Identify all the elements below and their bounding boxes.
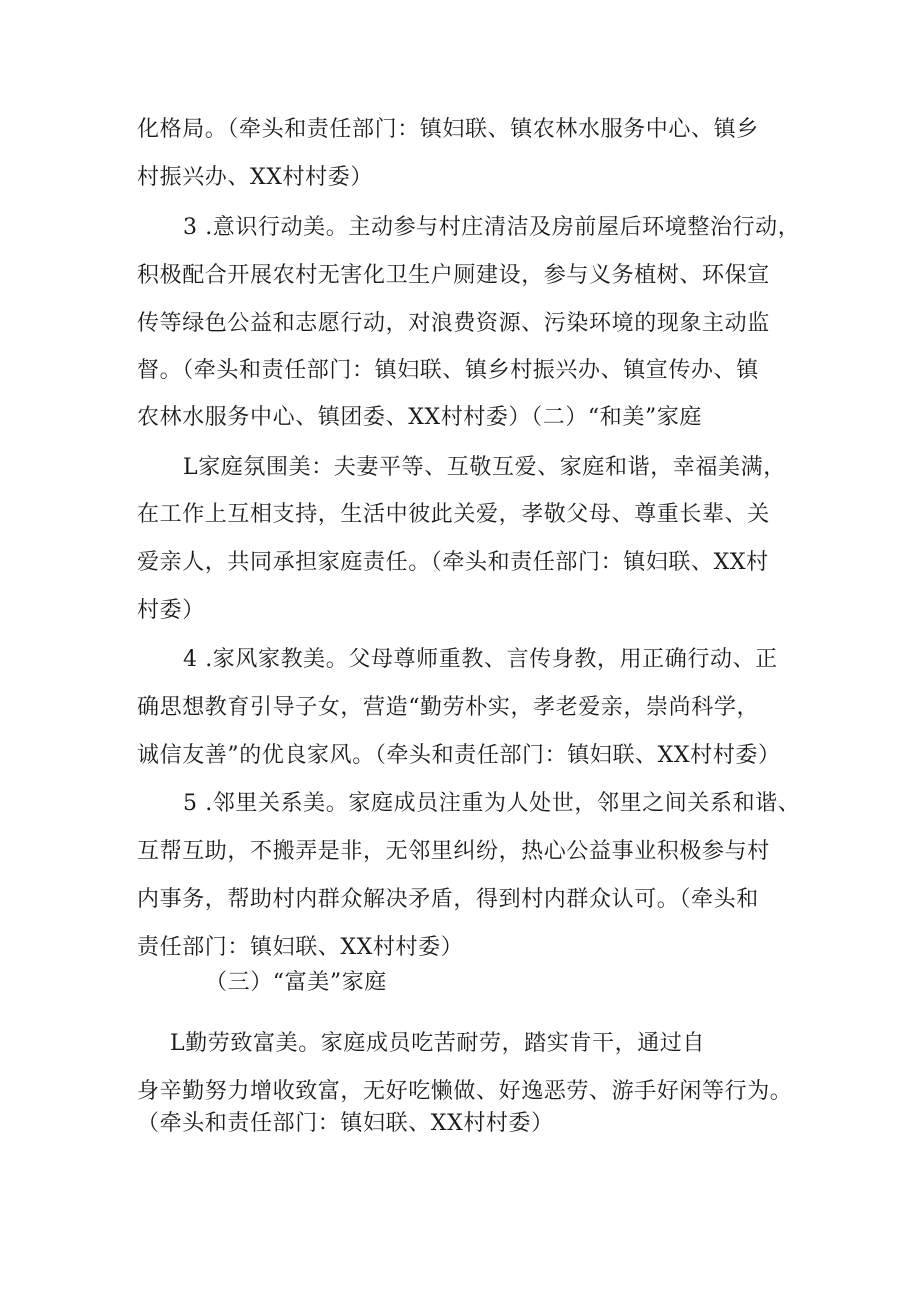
text-line: 5 .邻里关系美。家庭成员注重为人处世，邻里之间关系和谐、	[183, 791, 801, 816]
text-line: 督。（牵头和责任部门：镇妇联、镇乡村振兴办、镇宣传办、镇	[137, 358, 759, 383]
text-line: 确思想教育引导子女，营造“勤劳朴实，孝老爱亲，崇尚科学，	[137, 695, 760, 720]
text-line: 3 .意识行动美。主动参与村庄清洁及房前屋后环境整治行动，	[183, 215, 801, 240]
text-line: （牵头和责任部门：镇妇联、XX村村委）	[137, 1111, 554, 1136]
text-line: 爱亲人，共同承担家庭责任。（牵头和责任部门：镇妇联、XX村	[137, 550, 769, 575]
text-line: 化格局。（牵头和责任部门：镇妇联、镇农林水服务中心、镇乡	[137, 117, 759, 142]
text-line: 4 .家风家教美。父母尊师重教、言传身教，用正确行动、正	[183, 647, 778, 672]
text-line: 农林水服务中心、镇团委、XX村村委）（二）“和美”家庭	[137, 405, 703, 430]
text-line: 积极配合开展农村无害化卫生户厕建设，参与义务植树、环保宣	[137, 263, 770, 288]
text-line: 村振兴办、XX村村委）	[137, 165, 373, 190]
text-line: 责任部门：镇妇联、XX村村委）	[137, 935, 464, 960]
text-line: 村委）	[137, 598, 205, 623]
text-line: 诚信友善”的优良家风。（牵头和责任部门：镇妇联、XX村村委）	[137, 743, 781, 768]
section-heading: （三）“富美”家庭	[205, 970, 387, 995]
text-line: 在工作上互相支持，生活中彼此关爱，孝敬父母、尊重长辈、关	[137, 502, 770, 527]
text-line: L家庭氛围美：夫妻平等、互敬互爱、家庭和谐，幸福美满，	[183, 455, 786, 480]
text-line: 传等绿色公益和志愿行动，对浪费资源、污染环境的现象主动监	[137, 311, 770, 336]
text-line: 互帮互助，不搬弄是非，无邻里纠纷，热心公益事业积极参与村	[137, 839, 770, 864]
text-line: L勤劳致富美。家庭成员吃苦耐劳，踏实肯干，通过自	[170, 1031, 706, 1056]
text-line: 身辛勤努力增收致富，无好吃懒做、好逸恶劳、游手好闲等行为。	[137, 1079, 793, 1104]
text-line: 内事务，帮助村内群众解决矛盾，得到村内群众认可。（牵头和	[137, 887, 759, 912]
